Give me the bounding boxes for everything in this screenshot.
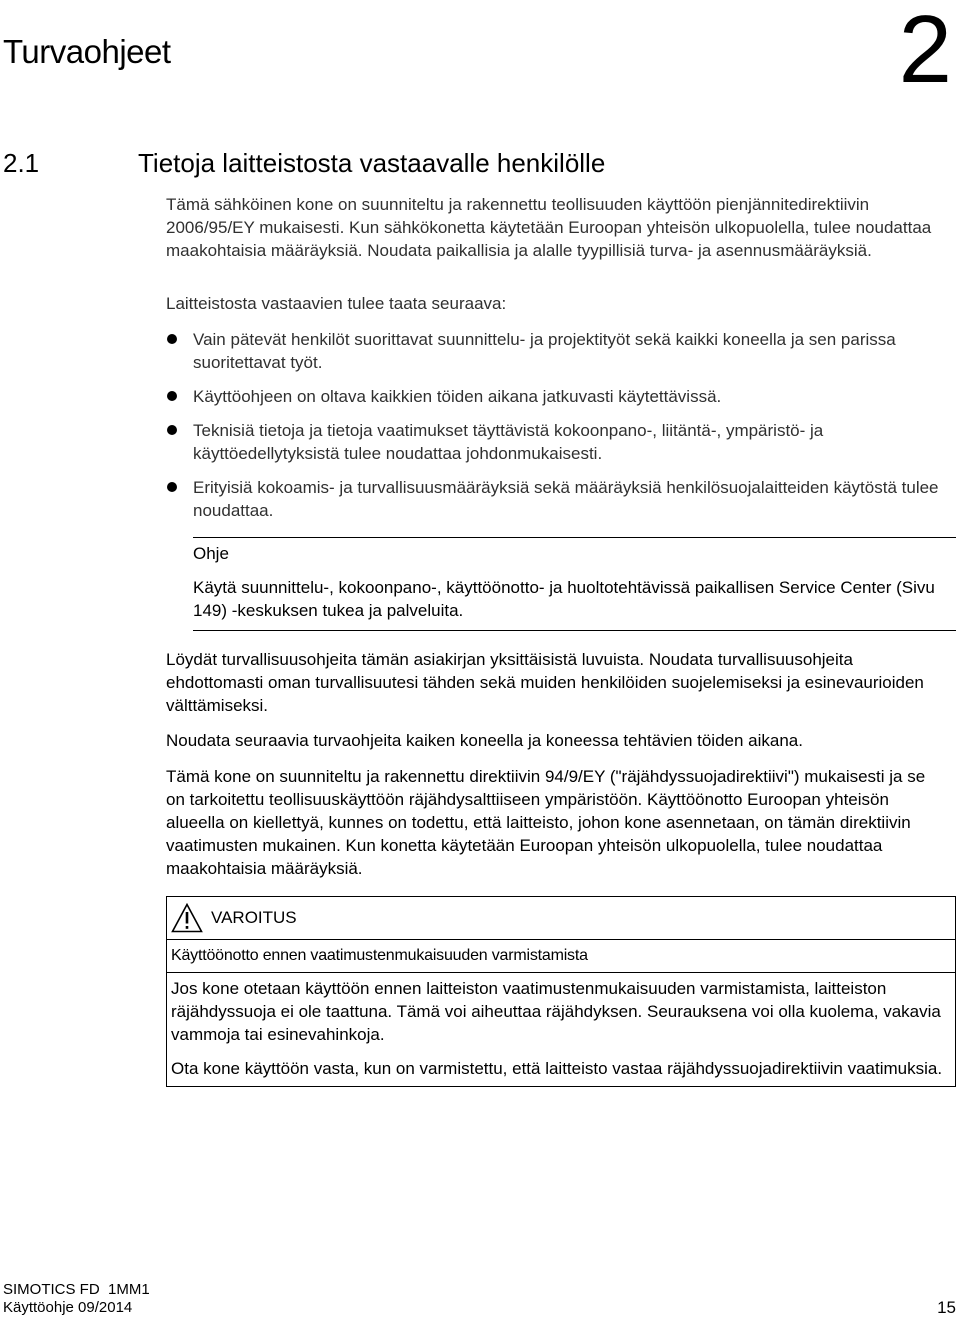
section-title: Tietoja laitteistosta vastaavalle henkilölle [138,148,606,178]
warning-body [167,973,955,1086]
directive-paragraph: Tämä kone on suunniteltu ja rakennettu direktiivin 94/9/EY ("räjähdyssuojadirektiivi") mukaisesti ja se on tarkoitettu teollisuuskäyttöön räjähdysalttiiseen ympäristöön. Käyttöönotto Euroopan yhteisön alueella on kiellettyä, kunnes on todettu, että laitteisto, johon kone asennetaan, on tämän direktiivin vaatimusten mukainen. Kun konetta käytetään Euroopan yhteisön ulkopuolella, tulee noudattaa maakohtaisia määräyksiä. [166,767,926,878]
warning-text: Jos kone otetaan käyttöön ennen laitteiston vaatimustenmukaisuuden varmistamista, laitteiston räjähdyssuoja ei ole taattuna. Tämä voi aiheuttaa räjähdyksen. Seurauksena voi olla kuolema, vakavia vammoja tai esinevahinkoja. [171,979,941,1044]
warning-label: VAROITUS [211,908,297,927]
footer-product: SIMOTICS FD 1MM1 [3,1281,150,1298]
note-body: Käytä suunnittelu-, kokoonpano-, käyttöönotto- ja huoltotehtävissä paikallisen Service Center (Sivu 149) -keskuksen tukea ja palveluita. [193,578,935,620]
section-number: 2.1 [3,148,40,178]
requirements-list [166,328,946,522]
warning-box [166,896,956,1087]
warning-header [167,897,955,940]
warning-text: Ota kone käyttöön vasta, kun on varmistettu, että laitteisto vastaa räjähdyssuojadirektiivin vaatimuksia. [171,1059,943,1078]
list-item: Erityisiä kokoamis- ja turvallisuusmääräyksiä sekä määräyksiä henkilösuojalaitteiden käytöstä tulee noudattaa. [166,476,946,522]
warning-triangle-icon [171,903,203,933]
note-box [193,537,956,631]
safety-paragraph: Löydät turvallisuusohjeita tämän asiakirjan yksittäisistä luvuista. Noudata turvallisuusohjeita ehdottomasti oman turvallisuutesi tähden sekä muiden henkilöiden suojelemiseksi ja esinevaurioiden välttämiseksi. [166,650,924,715]
chapter-title: Turvaohjeet [3,33,171,70]
intro-paragraph: Tämä sähköinen kone on suunniteltu ja rakennettu teollisuuden käyttöön pienjännitedirektiivin 2006/95/EY mukaisesti. Kun sähkökonetta käytetään Euroopan yhteisön ulkopuolella, tulee noudattaa maakohtaisia määräyksiä. Noudata paikallisia ja alalle tyypillisiä turva- ja asennusmääräyksiä. [166,195,932,260]
list-item: Teknisiä tietoja ja tietoja vaatimukset täyttävistä kokoonpano-, liitäntä-, ympäristö- ja käyttöedellytyksistä tulee noudattaa johdonmukaisesti. [166,419,946,465]
note-title: Ohje [193,544,229,563]
chapter-number: 2 [898,0,952,103]
safety-paragraph: Noudata seuraavia turvaohjeita kaiken koneella ja koneessa tehtävien töiden aikana. [166,731,803,750]
section-heading [3,146,605,180]
footer-manual: Käyttöohje 09/2014 [3,1299,133,1316]
footer-info [3,1281,150,1317]
page-number: 15 [937,1298,956,1317]
warning-subtitle: Käyttöönotto ennen vaatimustenmukaisuuden varmistamista [167,940,955,973]
list-item: Käyttöohjeen on oltava kaikkien töiden aikana jatkuvasti käytettävissä. [166,385,946,408]
list-item: Vain pätevät henkilöt suorittavat suunnittelu- ja projektityöt sekä kaikki koneella ja sen parissa suoritettavat työt. [166,328,946,374]
lead-paragraph: Laitteistosta vastaavien tulee taata seuraava: [166,294,507,313]
